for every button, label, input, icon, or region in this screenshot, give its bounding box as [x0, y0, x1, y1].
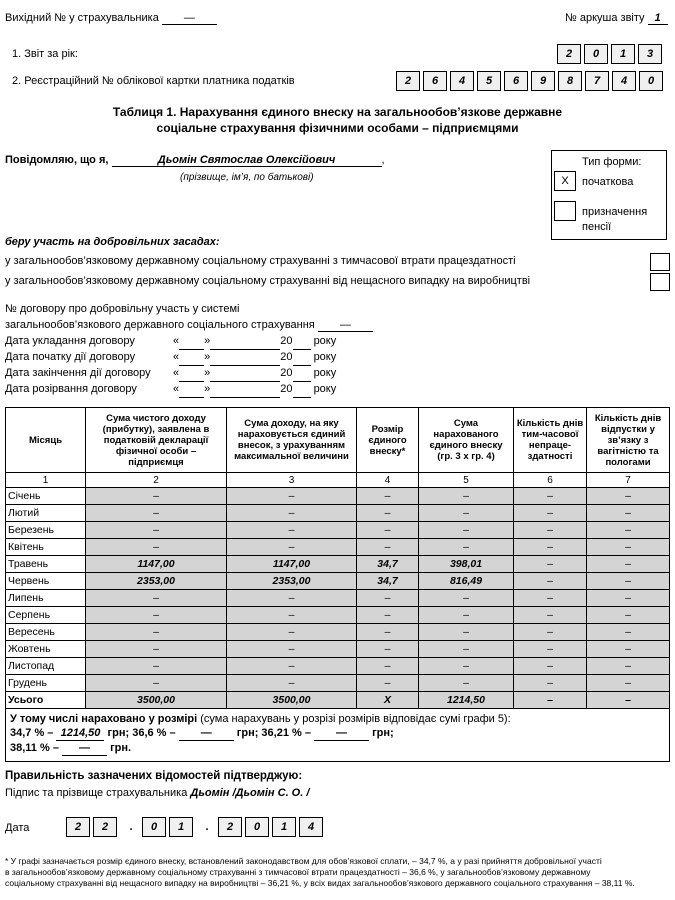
net-income-cell[interactable]: – — [86, 607, 227, 624]
footnote-line: соціальному страхуванні від нещасного випадку на виробництві – 36,21 %, у всіх видах загальнообов’язкового державного соціального страхування – 38,11 %. — [5, 878, 635, 888]
rate-3621-unit: грн; — [372, 727, 394, 739]
pension-label-1: призначення — [582, 206, 648, 218]
form-type-box — [551, 150, 667, 240]
year-suffix: року — [313, 383, 337, 395]
contribution-base-cell[interactable]: – — [227, 641, 357, 658]
rate-3621-field[interactable]: — — [314, 726, 369, 741]
date-day-digit[interactable]: 2 — [66, 817, 90, 837]
signature-value[interactable]: Дьомін /Дьомін С. О. / — [190, 787, 310, 799]
column-numbers-row — [6, 473, 670, 488]
contribution-amount-cell[interactable]: – — [419, 522, 514, 539]
day-field[interactable] — [179, 366, 204, 382]
date-digits — [66, 817, 326, 837]
rate-cell[interactable]: – — [357, 607, 419, 624]
date-year-digit[interactable]: 1 — [272, 817, 296, 837]
rate-3621-label: грн; 36,21 % – — [236, 727, 311, 739]
month-name: Лютий — [6, 505, 86, 522]
contribution-base-cell[interactable]: – — [227, 658, 357, 675]
contribution-amount-cell[interactable]: 398,01 — [419, 556, 514, 573]
title-line-1: Таблиця 1. Нарахування єдиного внеску на загальнообов’язкове державне — [112, 105, 563, 119]
sender-number-value[interactable]: — — [162, 12, 217, 25]
date-year-digit[interactable]: 2 — [218, 817, 242, 837]
contract-date-label: Дата закінчення дії договору — [5, 367, 151, 379]
header-sick-days: Кількість днів тим-часової непраце-здатності — [514, 408, 587, 473]
contribution-base-cell[interactable]: – — [227, 675, 357, 692]
voluntary-checkbox-2[interactable] — [650, 273, 670, 291]
year-suffix: року — [313, 367, 337, 379]
quote-close: » — [204, 335, 211, 347]
year-digit[interactable]: 2 — [557, 44, 581, 64]
month-field[interactable] — [210, 350, 280, 366]
contribution-base-cell[interactable]: 2353,00 — [227, 573, 357, 590]
contract-dates — [5, 334, 336, 398]
date-month-digit[interactable]: 0 — [142, 817, 166, 837]
quote-open: « — [173, 351, 180, 363]
reg-digit[interactable]: 6 — [504, 71, 528, 91]
total-sick-days[interactable]: – — [514, 692, 587, 709]
maternity-days-cell[interactable]: – — [587, 658, 670, 675]
maternity-days-cell[interactable]: – — [587, 675, 670, 692]
contract-date-row — [5, 334, 336, 350]
month-name: Листопад — [6, 658, 86, 675]
contract-date-row — [5, 366, 336, 382]
voluntary-checkbox-1[interactable] — [650, 253, 670, 271]
initial-checkbox[interactable]: X — [554, 171, 576, 191]
month-row — [6, 539, 670, 556]
net-income-cell[interactable]: – — [86, 505, 227, 522]
contract-number-field[interactable]: — — [318, 319, 373, 332]
maternity-days-cell[interactable]: – — [587, 607, 670, 624]
column-number: 3 — [227, 473, 357, 488]
reg-label: 2. Реєстраційний № облікової картки платника податків — [12, 75, 295, 87]
total-label: Усього — [6, 692, 86, 709]
month-row — [6, 573, 670, 590]
rate-cell[interactable]: – — [357, 488, 419, 505]
voluntary-option-1: у загальнообов’язковому державному соціальному страхуванні з тимчасової втрати працездатності — [5, 255, 516, 267]
contribution-amount-cell[interactable]: – — [419, 675, 514, 692]
month-row — [6, 641, 670, 658]
sick-days-cell[interactable]: – — [514, 658, 587, 675]
maternity-days-cell[interactable]: – — [587, 556, 670, 573]
year-suffix: року — [313, 335, 337, 347]
month-name: Жовтень — [6, 641, 86, 658]
net-income-cell[interactable]: – — [86, 624, 227, 641]
month-row — [6, 658, 670, 675]
contribution-amount-cell[interactable]: – — [419, 590, 514, 607]
maternity-days-cell[interactable]: – — [587, 522, 670, 539]
rate-3811-unit: грн. — [110, 742, 132, 754]
sick-days-cell[interactable]: – — [514, 488, 587, 505]
month-row — [6, 488, 670, 505]
rate-cell[interactable]: – — [357, 590, 419, 607]
column-number: 1 — [6, 473, 86, 488]
column-number: 7 — [587, 473, 670, 488]
year-prefix: 20 — [280, 367, 293, 379]
total-maternity-days[interactable]: – — [587, 692, 670, 709]
month-name: Травень — [6, 556, 86, 573]
signature-line — [5, 787, 309, 799]
year-prefix: 20 — [280, 335, 293, 347]
sheet-number-value[interactable]: 1 — [648, 12, 668, 25]
rate-cell[interactable]: – — [357, 522, 419, 539]
contribution-base-cell[interactable]: – — [227, 505, 357, 522]
header-maternity-days: Кількість днів відпустки у зв’язку з вагітністю та пологами — [587, 408, 670, 473]
maternity-days-cell[interactable]: – — [587, 488, 670, 505]
month-row — [6, 522, 670, 539]
month-name: Січень — [6, 488, 86, 505]
rate-366-field[interactable]: — — [179, 726, 234, 741]
reg-digit[interactable]: 7 — [585, 71, 609, 91]
rate-cell[interactable]: – — [357, 539, 419, 556]
net-income-cell[interactable]: – — [86, 522, 227, 539]
contribution-amount-cell[interactable]: – — [419, 505, 514, 522]
signature-label: Підпис та прізвище страхувальника — [5, 787, 188, 799]
day-field[interactable] — [179, 382, 204, 398]
year-field[interactable] — [293, 366, 311, 382]
table-title — [0, 104, 675, 136]
quote-open: « — [173, 335, 180, 347]
month-row — [6, 590, 670, 607]
contribution-amount-cell[interactable]: – — [419, 539, 514, 556]
voluntary-option-2: у загальнообов’язковому державному соціальному страхуванні від нещасного випадку на виробництві — [5, 275, 531, 287]
initial-label: початкова — [582, 176, 634, 188]
total-net-income[interactable]: 3500,00 — [86, 692, 227, 709]
net-income-cell[interactable]: – — [86, 658, 227, 675]
contribution-amount-cell[interactable]: – — [419, 607, 514, 624]
date-separator: . — [205, 821, 209, 833]
included-heading: У тому числі нараховано у розмірі — [10, 713, 198, 725]
year-field[interactable] — [293, 334, 311, 350]
notify-comma: , — [381, 154, 385, 166]
year-suffix: року — [313, 351, 337, 363]
year-digits — [557, 44, 665, 64]
total-contribution-base[interactable]: 3500,00 — [227, 692, 357, 709]
contribution-base-cell[interactable]: 1147,00 — [227, 556, 357, 573]
header-contribution-amount: Сума нарахованого єдиного внеску (гр. 3 х гр. 4) — [419, 408, 514, 473]
rate-cell[interactable]: – — [357, 624, 419, 641]
net-income-cell[interactable]: – — [86, 675, 227, 692]
month-name: Березень — [6, 522, 86, 539]
contract-number-line-1: № договору про добровільну участь у системі — [5, 303, 240, 315]
month-field[interactable] — [210, 382, 280, 398]
quote-open: « — [173, 367, 180, 379]
rate-3811-field[interactable]: — — [62, 741, 107, 756]
month-row — [6, 505, 670, 522]
rate-cell[interactable]: – — [357, 658, 419, 675]
contract-date-label: Дата розірвання договору — [5, 383, 137, 395]
header-month: Місяць — [6, 408, 86, 473]
rate-cell[interactable]: 34,7 — [357, 556, 419, 573]
contribution-base-cell[interactable]: – — [227, 624, 357, 641]
footnote — [5, 856, 673, 889]
included-cell — [6, 709, 670, 762]
contribution-base-cell[interactable]: – — [227, 539, 357, 556]
month-row — [6, 624, 670, 641]
month-name: Квітень — [6, 539, 86, 556]
total-rate[interactable]: X — [357, 692, 419, 709]
date-separator: . — [129, 821, 133, 833]
reg-digit[interactable]: 0 — [639, 71, 663, 91]
sick-days-cell[interactable]: – — [514, 573, 587, 590]
day-field[interactable] — [179, 334, 204, 350]
table-header-row — [6, 408, 670, 473]
rate-cell[interactable]: – — [357, 641, 419, 658]
notify-label: Повідомляю, що я, — [5, 154, 109, 166]
year-field[interactable] — [293, 350, 311, 366]
year-label: 1. Звіт за рік: — [12, 48, 78, 60]
header-contribution-base: Сума доходу, на яку нараховується єдиний внесок, з урахуванням максимальної величини — [227, 408, 357, 473]
maternity-days-cell[interactable]: – — [587, 539, 670, 556]
form-type-title: Тип форми: — [582, 156, 642, 168]
sick-days-cell[interactable]: – — [514, 556, 587, 573]
quote-close: » — [204, 367, 211, 379]
maternity-days-cell[interactable]: – — [587, 505, 670, 522]
rate-cell[interactable]: – — [357, 675, 419, 692]
day-field[interactable] — [179, 350, 204, 366]
contribution-base-cell[interactable]: – — [227, 522, 357, 539]
month-name: Липень — [6, 590, 86, 607]
sick-days-cell[interactable]: – — [514, 607, 587, 624]
sick-days-cell[interactable]: – — [514, 641, 587, 658]
footnote-line: в загальнообов’язковому державному соціальному страхуванні з тимчасової втрати працездатності – 36,6 %, у загальнообов’язковому державному — [5, 867, 591, 877]
quote-close: » — [204, 351, 211, 363]
reg-digit[interactable]: 2 — [396, 71, 420, 91]
contract-date-label: Дата укладання договору — [5, 335, 135, 347]
sick-days-cell[interactable]: – — [514, 505, 587, 522]
header-net-income: Сума чистого доходу (прибутку), заявлена в податковій декларації фізичної особи – підприємця — [86, 408, 227, 473]
maternity-days-cell[interactable]: – — [587, 573, 670, 590]
month-field[interactable] — [210, 366, 280, 382]
contribution-amount-cell[interactable]: – — [419, 488, 514, 505]
total-contribution-amount[interactable]: 1214,50 — [419, 692, 514, 709]
net-income-cell[interactable]: 2353,00 — [86, 573, 227, 590]
reg-digit[interactable]: 6 — [423, 71, 447, 91]
name-hint: (прізвище, ім’я, по батькові) — [180, 172, 314, 183]
reg-digit[interactable]: 4 — [612, 71, 636, 91]
sender-number — [5, 12, 217, 25]
pension-checkbox[interactable] — [554, 201, 576, 221]
sender-number-label: Вихідний № у страхувальника — [5, 12, 159, 24]
contribution-amount-cell[interactable]: – — [419, 658, 514, 675]
sheet-number — [565, 12, 668, 25]
notify-line — [5, 154, 385, 167]
quote-close: » — [204, 383, 211, 395]
sick-days-cell[interactable]: – — [514, 675, 587, 692]
date-month-digit[interactable]: 1 — [169, 817, 193, 837]
year-digit[interactable]: 3 — [638, 44, 662, 64]
contract-number-line-2 — [5, 319, 373, 332]
maternity-days-cell[interactable]: – — [587, 590, 670, 607]
rate-3811-label: 38,11 % – — [10, 742, 59, 754]
net-income-cell[interactable]: – — [86, 539, 227, 556]
column-number: 6 — [514, 473, 587, 488]
rate-cell[interactable]: – — [357, 505, 419, 522]
column-number: 2 — [86, 473, 227, 488]
contract-date-row — [5, 382, 336, 398]
month-row — [6, 607, 670, 624]
contract-date-row — [5, 350, 336, 366]
month-row — [6, 675, 670, 692]
net-income-cell[interactable]: – — [86, 488, 227, 505]
footnote-line: * У графі зазначається розмір єдиного внеску, встановлений законодавством для обов’язкової сплати, – 34,7 %, а у разі прийняття добровільної участі — [5, 856, 602, 866]
year-digit[interactable]: 0 — [584, 44, 608, 64]
full-name-field[interactable]: Дьомін Святослав Олексійович — [112, 154, 382, 167]
month-name: Вересень — [6, 624, 86, 641]
rate-366-label: грн; 36,6 % – — [107, 727, 176, 739]
confirm-heading: Правильність зазначених відомостей підтверджую: — [5, 770, 303, 782]
sheet-number-label: № аркуша звіту — [565, 12, 645, 24]
month-name: Грудень — [6, 675, 86, 692]
reg-digit[interactable]: 5 — [477, 71, 501, 91]
reg-digits — [396, 71, 666, 91]
pension-label-2: пенсії — [582, 221, 612, 233]
voluntary-heading: беру участь на добровільних засадах: — [5, 236, 220, 248]
reg-digit[interactable]: 8 — [558, 71, 582, 91]
contribution-table — [5, 407, 670, 762]
maternity-days-cell[interactable]: – — [587, 624, 670, 641]
contract-date-label: Дата початку дії договору — [5, 351, 136, 363]
maternity-days-cell[interactable]: – — [587, 641, 670, 658]
sick-days-cell[interactable]: – — [514, 522, 587, 539]
month-field[interactable] — [210, 334, 280, 350]
contribution-amount-cell[interactable]: 816,49 — [419, 573, 514, 590]
included-note: (сума нарахувань у розрізі розмірів відповідає сумі графи 5): — [200, 713, 511, 725]
net-income-cell[interactable]: – — [86, 590, 227, 607]
rate-347-label: 34,7 % – — [10, 727, 54, 739]
sick-days-cell[interactable]: – — [514, 590, 587, 607]
net-income-cell[interactable]: – — [86, 641, 227, 658]
total-row — [6, 692, 670, 709]
month-name: Червень — [6, 573, 86, 590]
sick-days-cell[interactable]: – — [514, 539, 587, 556]
net-income-cell[interactable]: 1147,00 — [86, 556, 227, 573]
contribution-base-cell[interactable]: – — [227, 590, 357, 607]
month-row — [6, 556, 670, 573]
contribution-amount-cell[interactable]: – — [419, 624, 514, 641]
date-day-digit[interactable]: 2 — [93, 817, 117, 837]
sick-days-cell[interactable]: – — [514, 624, 587, 641]
date-year-digit[interactable]: 0 — [245, 817, 269, 837]
date-year-digit[interactable]: 4 — [299, 817, 323, 837]
month-name: Серпень — [6, 607, 86, 624]
rate-cell[interactable]: 34,7 — [357, 573, 419, 590]
year-prefix: 20 — [280, 383, 293, 395]
title-line-2: соціальне страхування фізичними особами – підприємцями — [156, 121, 519, 135]
date-label: Дата — [5, 822, 30, 834]
header-rate: Розмір єдиного внеску* — [357, 408, 419, 473]
contribution-amount-cell[interactable]: – — [419, 641, 514, 658]
rate-347-field[interactable]: 1214,50 — [56, 726, 104, 741]
contract-number-label: загальнообов’язкового державного соціального страхування — [5, 319, 315, 331]
column-number: 4 — [357, 473, 419, 488]
column-number: 5 — [419, 473, 514, 488]
year-digit[interactable]: 1 — [611, 44, 635, 64]
contribution-base-cell[interactable]: – — [227, 488, 357, 505]
reg-digit[interactable]: 9 — [531, 71, 555, 91]
year-field[interactable] — [293, 382, 311, 398]
quote-open: « — [173, 383, 180, 395]
contribution-base-cell[interactable]: – — [227, 607, 357, 624]
reg-digit[interactable]: 4 — [450, 71, 474, 91]
year-prefix: 20 — [280, 351, 293, 363]
included-row — [6, 709, 670, 762]
